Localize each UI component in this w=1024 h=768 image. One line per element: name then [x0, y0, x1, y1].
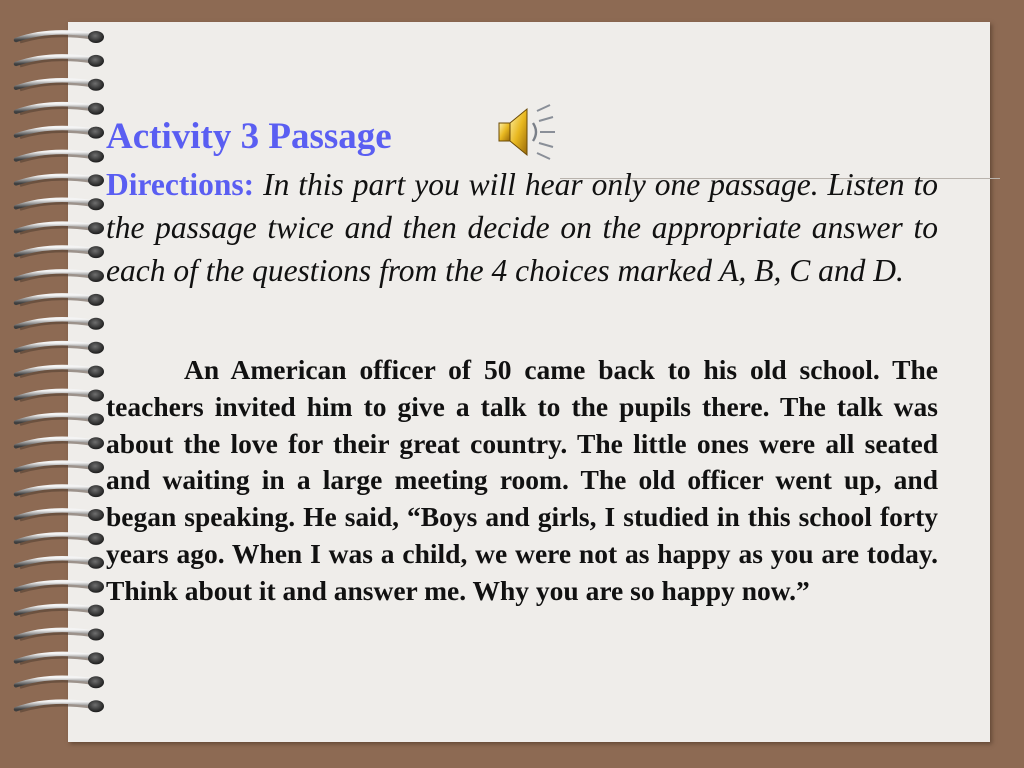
- directions: [106, 163, 938, 292]
- directions-label: Directions:: [106, 167, 255, 202]
- passage-text: An American officer of 50 came back to his old school. The teachers invited him to give a talk to the pupils there. The talk was about the love for their great country. The little ones were all seated and waiting in a large meeting room. The old officer went up, and began speaking. He said, “Boys and girls, I studied in this school forty years ago. When I was a child, we were not as happy as you are today. Think about it and answer me. Why you are so happy now.”: [106, 354, 938, 606]
- page-title: Activity 3 Passage: [106, 116, 392, 157]
- speaker-icon[interactable]: [493, 103, 557, 161]
- directions-text: In this part you will hear only one passage. Listen to the passage twice and then decide on the appropriate answer to each of the questions from the 4 choices marked A, B, C and D.: [106, 167, 939, 288]
